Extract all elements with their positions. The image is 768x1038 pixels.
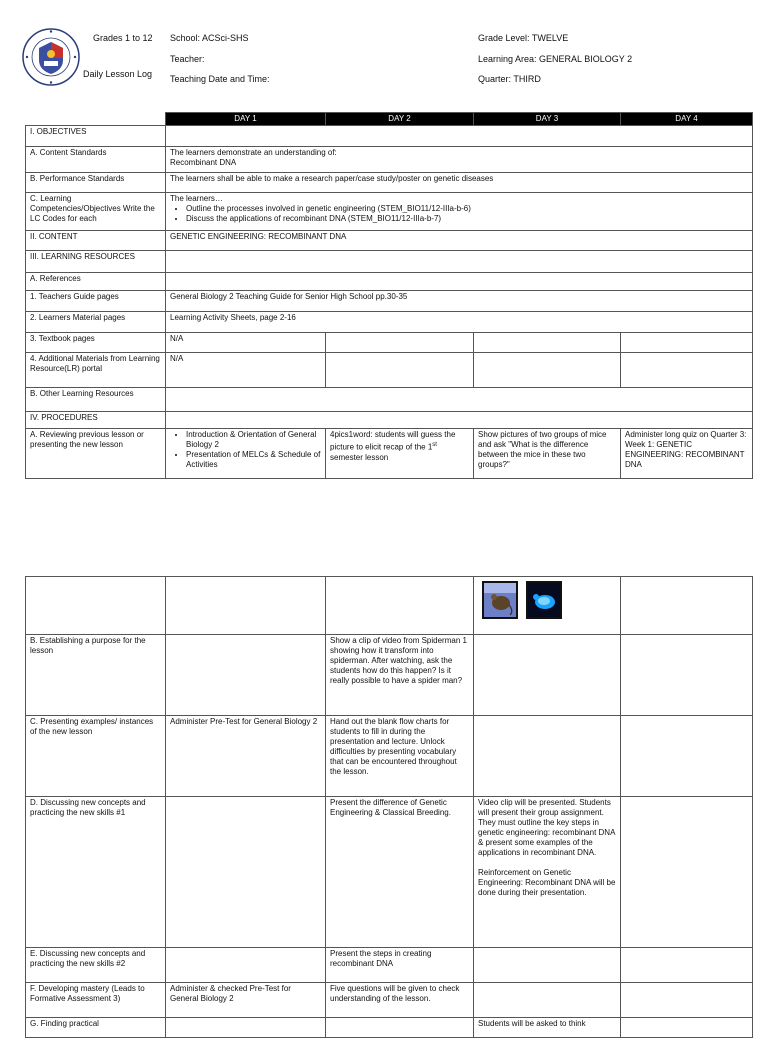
- textbook-value: N/A: [166, 333, 326, 353]
- learning-resources-row: [26, 251, 753, 273]
- discussing-1-day3-text: Video clip will be presented. Students will present their group assignment. They must outline the key steps in genetic engineering: recombinant DNA & present some examples of the applications in recombinant DNA.: [478, 798, 615, 857]
- grades-label: Grades 1 to 12: [93, 33, 153, 43]
- discussing-2-row: [26, 948, 753, 983]
- competencies-intro: The learners…: [170, 194, 223, 203]
- performance-standards-label: B. Performance Standards: [26, 173, 166, 193]
- references-label: A. References: [26, 273, 166, 291]
- performance-standards-row: [26, 173, 753, 193]
- procedures-row: [26, 412, 753, 429]
- content-standards-text-2: Recombinant DNA: [170, 158, 237, 167]
- quarter-field: Quarter: THIRD: [478, 74, 541, 84]
- mastery-row: [26, 983, 753, 1018]
- teachers-guide-row: [26, 291, 753, 312]
- competency-item: • Outline the processes involved in genetic engineering (STEM_BIO11/12-IIIa-b-6): [186, 204, 748, 214]
- discussing-2-label: E. Discussing new concepts and practicing the new skills #2: [26, 948, 166, 983]
- reviewing-day2-text: 4pics1word: students will guess the picture to elicit recap of the 1: [330, 430, 456, 452]
- other-resources-label: B. Other Learning Resources: [26, 388, 166, 412]
- competencies-value: [166, 193, 753, 231]
- reviewing-day1: [166, 429, 326, 479]
- teacher-field: Teacher:: [170, 54, 205, 64]
- lesson-log-table-2: [25, 576, 753, 1038]
- competency-item: • Discuss the applications of recombinant DNA (STEM_BIO11/12-IIIa-b-7): [186, 214, 748, 224]
- learners-material-label: 2. Learners Material pages: [26, 312, 166, 333]
- images-row: [26, 577, 753, 635]
- learners-material-value: Learning Activity Sheets, page 2-16: [166, 312, 753, 333]
- competencies-row: [26, 193, 753, 231]
- learning-area-field: Learning Area: GENERAL BIOLOGY 2: [478, 54, 633, 64]
- reviewing-day3: Show pictures of two groups of mice and ask "What is the difference between the mice in these two groups?": [474, 429, 621, 479]
- mice-images-cell: [474, 577, 621, 635]
- examples-row: [26, 716, 753, 797]
- school-field: School: ACSci-SHS: [170, 33, 249, 43]
- discussing-1-label: D. Discussing new concepts and practicing the new skills #1: [26, 797, 166, 948]
- finding-label: G. Finding practical: [26, 1018, 166, 1038]
- examples-day2: Hand out the blank flow charts for students to fill in during the presentation and lecture. Unlock difficulties by presenting vocabulary that can be encountered throughout the lesson.: [326, 716, 474, 797]
- content-standards-text-1: The learners demonstrate an understanding of:: [170, 148, 337, 157]
- teaching-date-field: Teaching Date and Time:: [170, 74, 270, 84]
- discussing-1-row: [26, 797, 753, 948]
- references-row: [26, 273, 753, 291]
- discussing-2-day2: Present the steps in creating recombinant DNA: [326, 948, 474, 983]
- teachers-guide-value: General Biology 2 Teaching Guide for Senior High School pp.30-35: [166, 291, 753, 312]
- learners-material-row: [26, 312, 753, 333]
- content-standards-label: A. Content Standards: [26, 147, 166, 173]
- purpose-row: [26, 635, 753, 716]
- textbook-row: [26, 333, 753, 353]
- day-4-header: DAY 4: [621, 113, 753, 126]
- content-value: GENETIC ENGINEERING: RECOMBINANT DNA: [166, 231, 753, 251]
- reviewing-day1-item: • Introduction & Orientation of General Biology 2: [186, 430, 321, 450]
- mouse-photo-icon: [482, 581, 518, 619]
- competencies-label: C. Learning Competencies/Objectives Write the LC Codes for each: [26, 193, 166, 231]
- deped-seal-logo: [22, 28, 80, 86]
- finding-day3: Students will be asked to think: [474, 1018, 621, 1038]
- discussing-1-day3: [474, 797, 621, 948]
- reviewing-day4: Administer long quiz on Quarter 3: Week 1: GENETIC ENGINEERING: RECOMBINANT DNA: [621, 429, 753, 479]
- day-header-row: [26, 113, 753, 126]
- other-resources-row: [26, 388, 753, 412]
- objectives-row: [26, 126, 753, 147]
- learning-resources-label: III. LEARNING RESOURCES: [26, 251, 166, 273]
- glowing-mouse-photo-icon: [526, 581, 562, 619]
- finding-row: [26, 1018, 753, 1038]
- textbook-label: 3. Textbook pages: [26, 333, 166, 353]
- procedures-label: IV. PROCEDURES: [26, 412, 166, 429]
- additional-materials-row: [26, 353, 753, 388]
- content-standards-row: [26, 147, 753, 173]
- content-label: II. CONTENT: [26, 231, 166, 251]
- teachers-guide-label: 1. Teachers Guide pages: [26, 291, 166, 312]
- performance-standards-value: The learners shall be able to make a research paper/case study/poster on genetic diseases: [166, 173, 753, 193]
- reviewing-day1-item: • Presentation of MELCs & Schedule of Activities: [186, 450, 321, 470]
- mastery-day2: Five questions will be given to check understanding of the lesson.: [326, 983, 474, 1018]
- day-1-header: DAY 1: [166, 113, 326, 126]
- reviewing-day2-sup: st: [432, 442, 437, 448]
- reviewing-row: [26, 429, 753, 479]
- day-2-header: DAY 2: [326, 113, 474, 126]
- grade-level-field: Grade Level: TWELVE: [478, 33, 569, 43]
- reviewing-day2: [326, 429, 474, 479]
- additional-materials-value: N/A: [166, 353, 326, 388]
- reviewing-label: A. Reviewing previous lesson or presenting the new lesson: [26, 429, 166, 479]
- additional-materials-label: 4. Additional Materials from Learning Resource(LR) portal: [26, 353, 166, 388]
- log-title: Daily Lesson Log: [83, 69, 153, 79]
- reviewing-day2-text-end: semester lesson: [330, 452, 389, 462]
- discussing-1-day3-reinforcement: Reinforcement on Genetic Engineering: Recombinant DNA will be done during their presentation.: [478, 868, 616, 897]
- lesson-log-table-1: [25, 112, 753, 479]
- examples-label: C. Presenting examples/ instances of the new lesson: [26, 716, 166, 797]
- mastery-day1: Administer & checked Pre-Test for General Biology 2: [166, 983, 326, 1018]
- purpose-day2: Show a clip of video from Spiderman 1 showing how it transform into spiderman. After watching, ask the students how do this happen? Is it really possible to have a spider man?: [326, 635, 474, 716]
- mastery-label: F. Developing mastery (Leads to Formative Assessment 3): [26, 983, 166, 1018]
- content-standards-value: [166, 147, 753, 173]
- content-row: [26, 231, 753, 251]
- examples-day1: Administer Pre-Test for General Biology 2: [166, 716, 326, 797]
- objectives-label: I. OBJECTIVES: [26, 126, 166, 147]
- purpose-label: B. Establishing a purpose for the lesson: [26, 635, 166, 716]
- discussing-1-day2: Present the difference of Genetic Engineering & Classical Breeding.: [326, 797, 474, 948]
- day-3-header: DAY 3: [474, 113, 621, 126]
